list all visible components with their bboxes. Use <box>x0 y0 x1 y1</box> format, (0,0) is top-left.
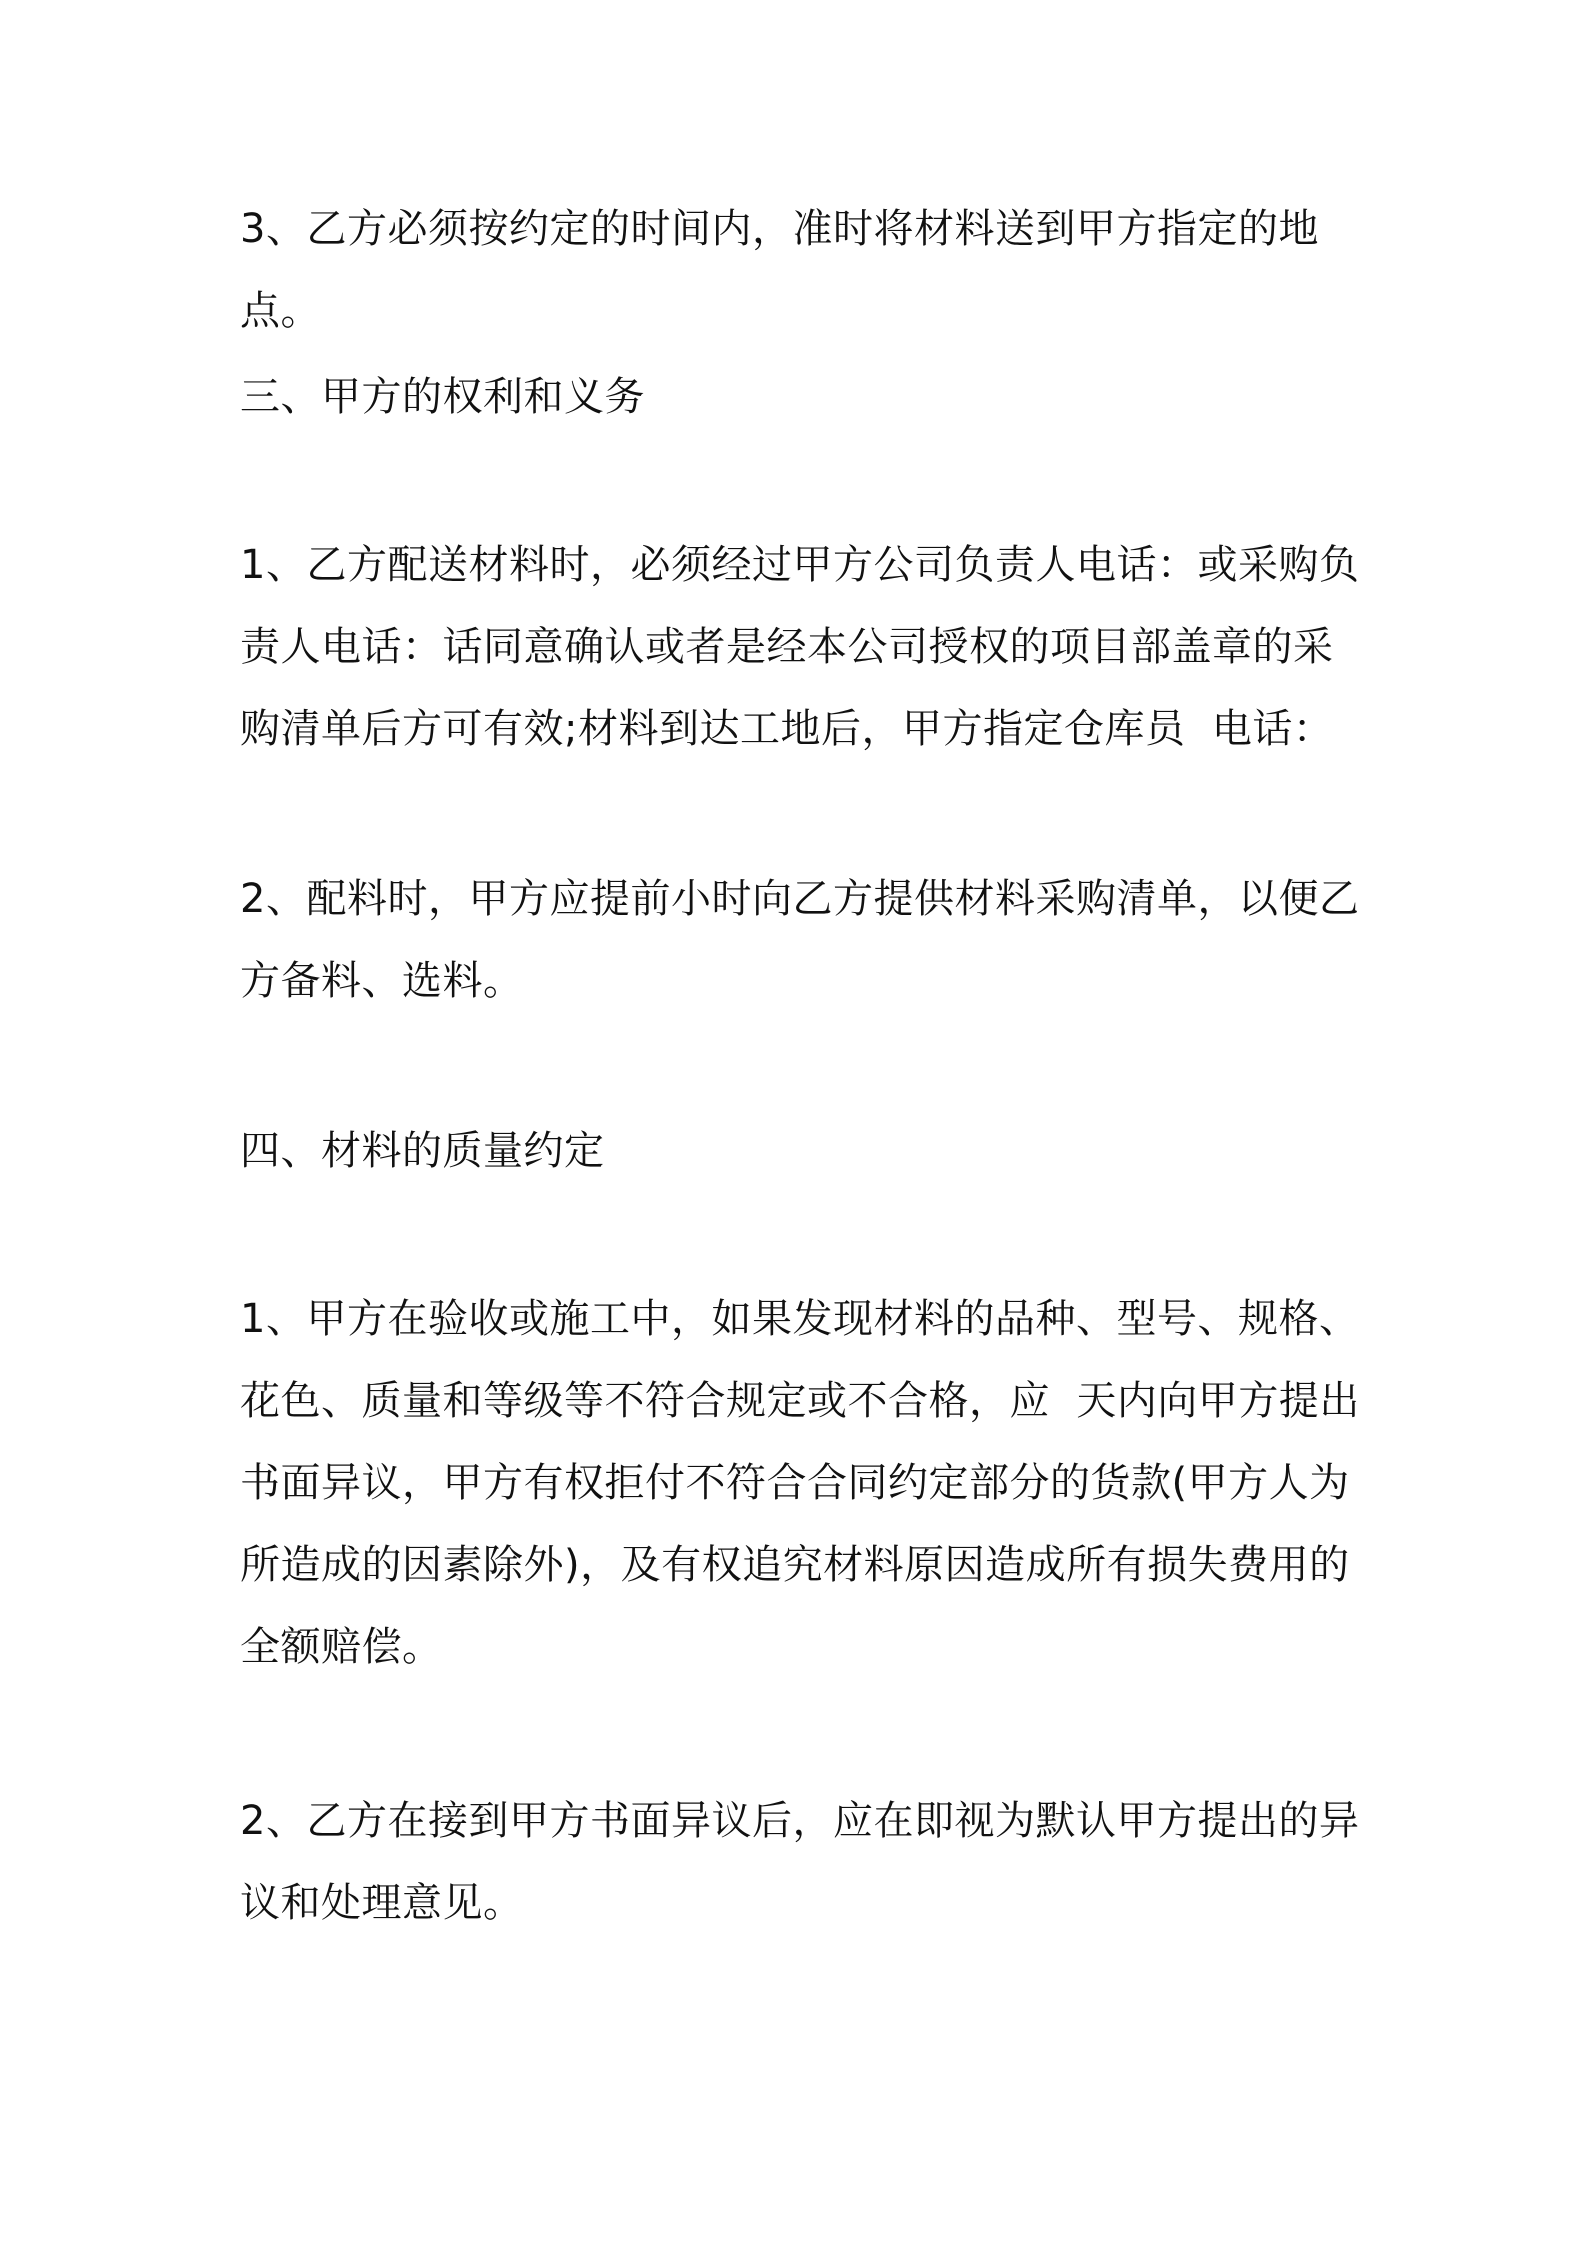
section-heading-party-a-rights: 三、甲方的权利和义务 <box>240 374 645 420</box>
clause-2-procurement-list: 2、配料时，甲方应提前小时向乙方提供材料采购清单，以便乙方备料、选料。 <box>240 876 1360 1004</box>
clause-1-quality-objection: 1、甲方在验收或施工中，如果发现材料的品种、型号、规格、花色、质量和等级等不符合规定或不合格，应 天内向甲方提出书面异议，甲方有权拒付不符合合同约定部分的货款(甲方人为所造成的因素除外)，及有权追究材料原因造成所有损失费用的全额赔偿。 <box>240 1296 1360 1670</box>
clause-3-delivery: 3、乙方必须按约定的时间内，准时将材料送到甲方指定的地点。 <box>240 206 1319 334</box>
clause-1-material-delivery-confirmation: 1、乙方配送材料时，必须经过甲方公司负责人电话：或采购负责人电话：话同意确认或者是经本公司授权的项目部盖章的采购清单后方可有效;材料到达工地后，甲方指定仓库员 电话： <box>240 542 1360 752</box>
section-heading-quality: 四、材料的质量约定 <box>240 1128 605 1174</box>
clause-2-objection-response: 2、乙方在接到甲方书面异议后，应在即视为默认甲方提出的异议和处理意见。 <box>240 1798 1360 1926</box>
